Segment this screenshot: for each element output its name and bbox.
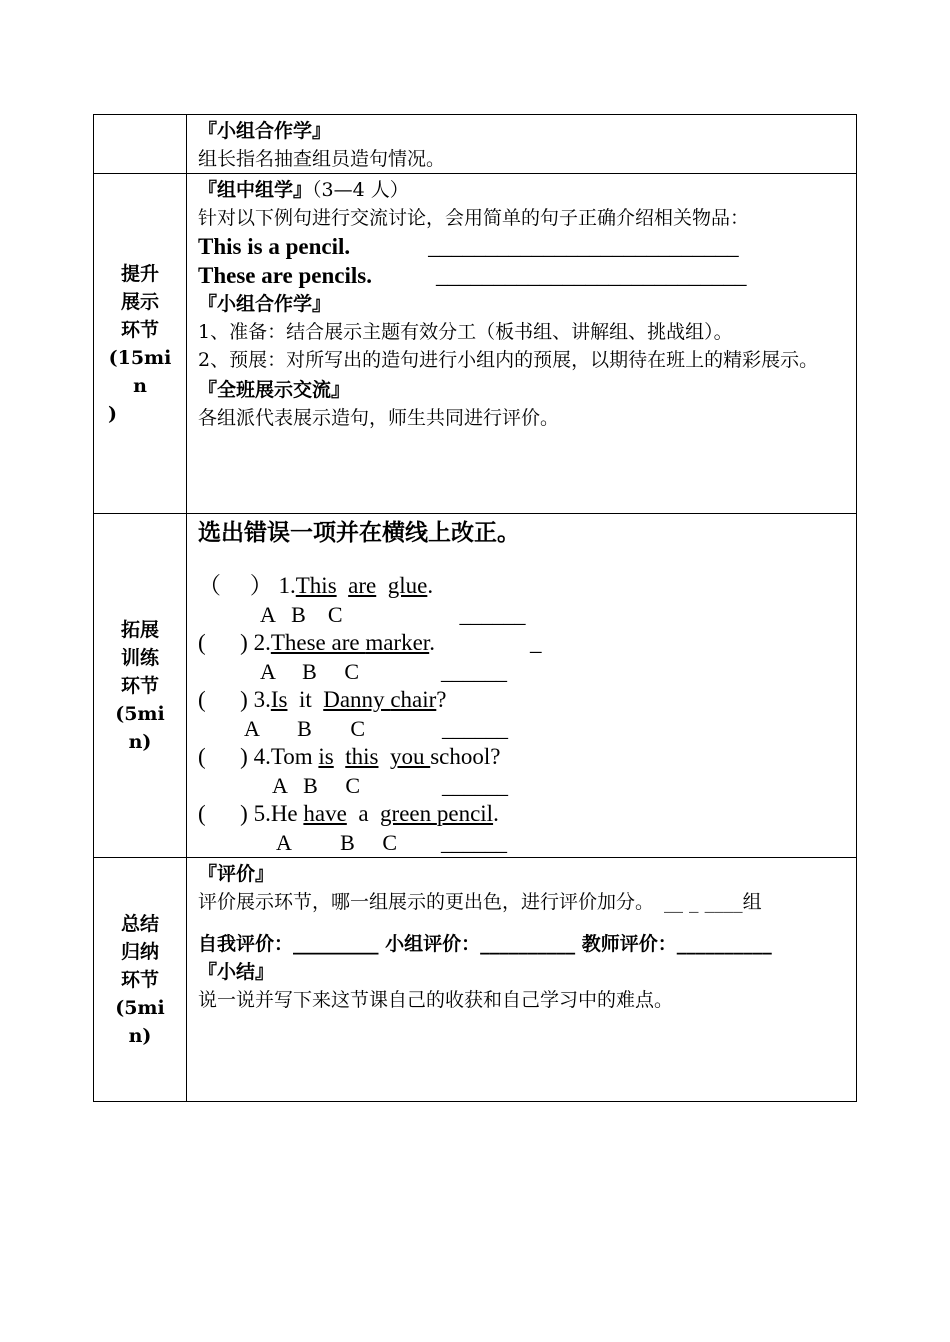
section-heading: 『小组合作学』	[198, 120, 332, 142]
question-2: ( ) 2.These are marker. _	[198, 630, 542, 655]
section-heading: 『小组合作学』	[198, 293, 332, 315]
section-heading: 『评价』	[198, 863, 275, 885]
example-sentence: These are pencils. ___________________________	[198, 263, 747, 288]
step-text: 1、准备：结合展示主题有效分工（板书组、讲解组、挑战组）。	[198, 321, 733, 343]
options-row: A B C ______	[272, 772, 509, 798]
options-row: A B C ______	[244, 715, 509, 741]
section-heading: 『全班展示交流』	[198, 379, 351, 401]
table-row	[94, 858, 857, 1102]
question-4: ( ) 4.Tom is this you school?	[198, 744, 501, 769]
options-row: A B C ______	[260, 601, 526, 627]
stage-cell	[94, 174, 187, 514]
table-row	[94, 514, 857, 858]
exercise-title: 选出错误一项并在横线上改正。	[198, 519, 520, 546]
lesson-table	[93, 114, 857, 1102]
stage-label: 拓展 训练 环节 (5min)	[115, 618, 165, 753]
group-size-note: （3—4 人）	[312, 179, 409, 201]
section-text: 评价展示环节，哪一组展示的更出色，进行评价加分。 __ _ ____组	[198, 891, 762, 913]
section-text: 各组派代表展示造句，师生共同进行评价。	[198, 407, 560, 429]
content-cell	[187, 174, 857, 514]
content-cell	[187, 115, 857, 174]
question-3: ( ) 3.Is it Danny chair?	[198, 687, 447, 712]
section-text: 组长指名抽查组员造句情况。	[198, 148, 446, 170]
section-text: 针对以下例句进行交流讨论，会用简单的句子正确介绍相关物品：	[198, 207, 750, 229]
stage-cell	[94, 858, 187, 1102]
options-row: A B C ______	[276, 829, 508, 855]
options-row: A B C ______	[260, 658, 508, 684]
stage-cell	[94, 115, 187, 174]
example-sentence: This is a pencil. ___________________________	[198, 234, 739, 259]
stage-cell	[94, 514, 187, 858]
section-text: 说一说并写下来这节课自己的收获和自己学习中的难点。	[198, 989, 674, 1011]
stage-label: 提升 展示 环节 (15min )	[108, 262, 172, 425]
section-heading: 『小结』	[198, 961, 275, 983]
section-heading: 『组中组学』	[198, 179, 313, 201]
stage-label: 总结 归纳 环节 (5min)	[115, 912, 165, 1047]
content-cell	[187, 514, 857, 858]
question-5: ( ) 5.He have a green pencil.	[198, 801, 499, 826]
question-1: （ ） 1.This are glue.	[198, 573, 434, 598]
content-cell	[187, 858, 857, 1102]
table-row	[94, 115, 857, 174]
evaluation-line: 自我评价：_________ 小组评价：__________ 教师评价：__________	[198, 933, 772, 955]
table-row	[94, 174, 857, 514]
step-text: 2、预展：对所写出的造句进行小组内的预展，以期待在班上的精彩展示。	[198, 349, 819, 371]
